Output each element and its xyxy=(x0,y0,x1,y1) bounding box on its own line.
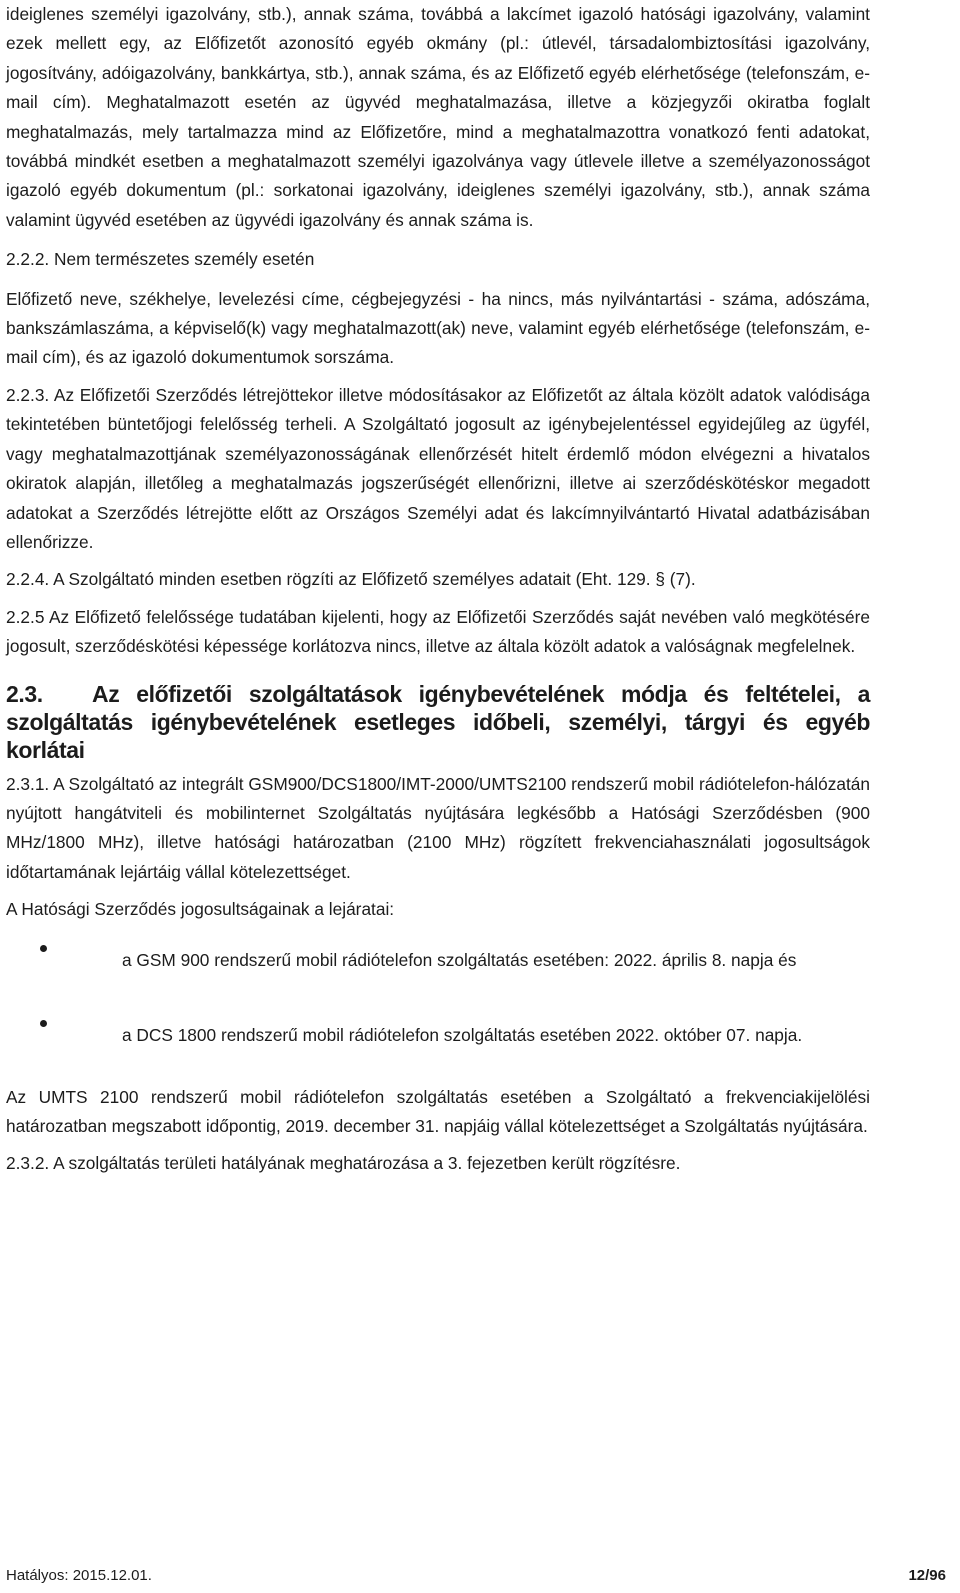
list-item xyxy=(6,933,870,988)
section-heading-2-3 xyxy=(6,680,870,764)
paragraph-expiry-intro: A Hatósági Szerződés jogosultságainak a lejáratai: xyxy=(6,899,395,920)
paragraph-2-2-5: 2.2.5 Az Előfizető felelőssége tudatában kijelenti, hogy az Előfizetői Szerződés saját nevében való megkötésére jogosult, szerződéskötési képessége korlátozva nincs, illetve az általa közölt adatok a valóságnak megfelelnek. xyxy=(6,606,870,657)
paragraph-umts: Az UMTS 2100 rendszerű mobil rádiótelefon szolgáltatás esetében a Szolgáltató a frekvenciakijelölési határozatban megszabott időpontig, 2019. december 31. napjáig vállal kötelezettséget a Szolgáltatás nyújtására. xyxy=(6,1086,870,1136)
list-item xyxy=(6,1008,870,1063)
paragraph-legal-entity-data: Előfizető neve, székhelye, levelezési címe, cégbejegyzési - ha nincs, más nyilvántartási - száma, adószáma, bankszámlaszáma, a képviselő(k) vagy meghatalmazott(ak) neve, valamint egyéb elérhetősége (telefonszám, e-mail cím), és az igazoló dokumentumok sorszáma. xyxy=(6,288,870,368)
effective-date: Hatályos: 2015.12.01. xyxy=(6,1567,152,1584)
section-title: Az előfizetői szolgáltatások igénybevételének módja és feltételei, a szolgáltatás igénybevételének esetleges időbeli, személyi, tárgyi és egyéb korlátai xyxy=(6,680,870,763)
list-item-text: a GSM 900 rendszerű mobil rádiótelefon szolgáltatás esetében: 2022. április 8. napja és xyxy=(122,949,797,970)
list-item-text: a DCS 1800 rendszerű mobil rádiótelefon szolgáltatás esetében 2022. október 07. napja. xyxy=(122,1024,803,1045)
paragraph-identification-documents: ideiglenes személyi igazolvány, stb.), annak száma, továbbá a lakcímet igazoló hatósági igazolvány, valamint ezek mellett egy, az Előfizetőt azonosító egyéb okmány (pl.: útlevél, társadalombiztosítási igazolvány, jogosítvány, adóigazolvány, bankkártya, stb.), annak száma, és az Előfizető egyéb elérhetősége (telefonszám, e-mail cím). Meghatalmazott esetén az ügyvéd meghatalmazása, illetve a közjegyzői okiratba foglalt meghatalmazás, mely tartalmazza mind az Előfizetőre, mind a meghatalmazottra vonatkozó fenti adatokat, továbbá mindkét esetben a meghatalmazott személyi igazolványa vagy útlevele illetve a személyazonosságot igazoló egyéb dokumentum (pl.: sorkatonai igazolvány, ideiglenes személyi igazolvány, stb.), annak száma valamint ügyvéd esetében az ügyvédi igazolvány és annak száma is. xyxy=(6,4,870,230)
bullet-icon xyxy=(40,1020,47,1027)
expiry-list xyxy=(6,933,870,1063)
page-number: 12/96 xyxy=(908,1567,946,1584)
bullet-icon xyxy=(40,945,47,952)
paragraph-2-3-1: 2.3.1. A Szolgáltató az integrált GSM900/DCS1800/IMT-2000/UMTS2100 rendszerű mobil rádiótelefon-hálózatán nyújtott hangátviteli és mobilinternet Szolgáltatás nyújtására legkésőbb a Hatósági Szerződésben (900 MHz/1800 MHz), illetve hatósági határozatban (2100 MHz) rögzített frekvenciahasználati jogosultságok időtartamának lejártáig vállal kötelezettséget. xyxy=(6,773,870,882)
subsection-title-2-2-2: 2.2.2. Nem természetes személy esetén xyxy=(6,249,315,270)
paragraph-2-2-4: 2.2.4. A Szolgáltató minden esetben rögzíti az Előfizető személyes adatait (Eht. 129. § (7). xyxy=(6,569,696,590)
paragraph-2-3-2: 2.3.2. A szolgáltatás területi hatályának meghatározása a 3. fejezetben került rögzítésre. xyxy=(6,1153,681,1174)
section-number: 2.3. xyxy=(6,680,43,707)
paragraph-2-2-3: 2.2.3. Az Előfizetői Szerződés létrejöttekor illetve módosításakor az Előfizetőt az általa közölt adatok valódisága tekintetében büntetőjogi felelősség terheli. A Szolgáltató jogosult az igénybejelentéssel egyidejűleg az ügyfél, vagy meghatalmazottjának személyazonosságának ellenőrzését hitelt érdemlő módon elvégezni a hivatalos okiratok alapján, illetőleg a meghatalmazás jogszerűségét ellenőrizni, illetve ai szerződéskötéskor megadott adatokat a Szerződés létrejötte előtt az Országos Személyi adat és lakcímnyilvántartó Hivatal adatbázisában ellenőrizze. xyxy=(6,384,870,552)
document-page xyxy=(6,0,870,1179)
